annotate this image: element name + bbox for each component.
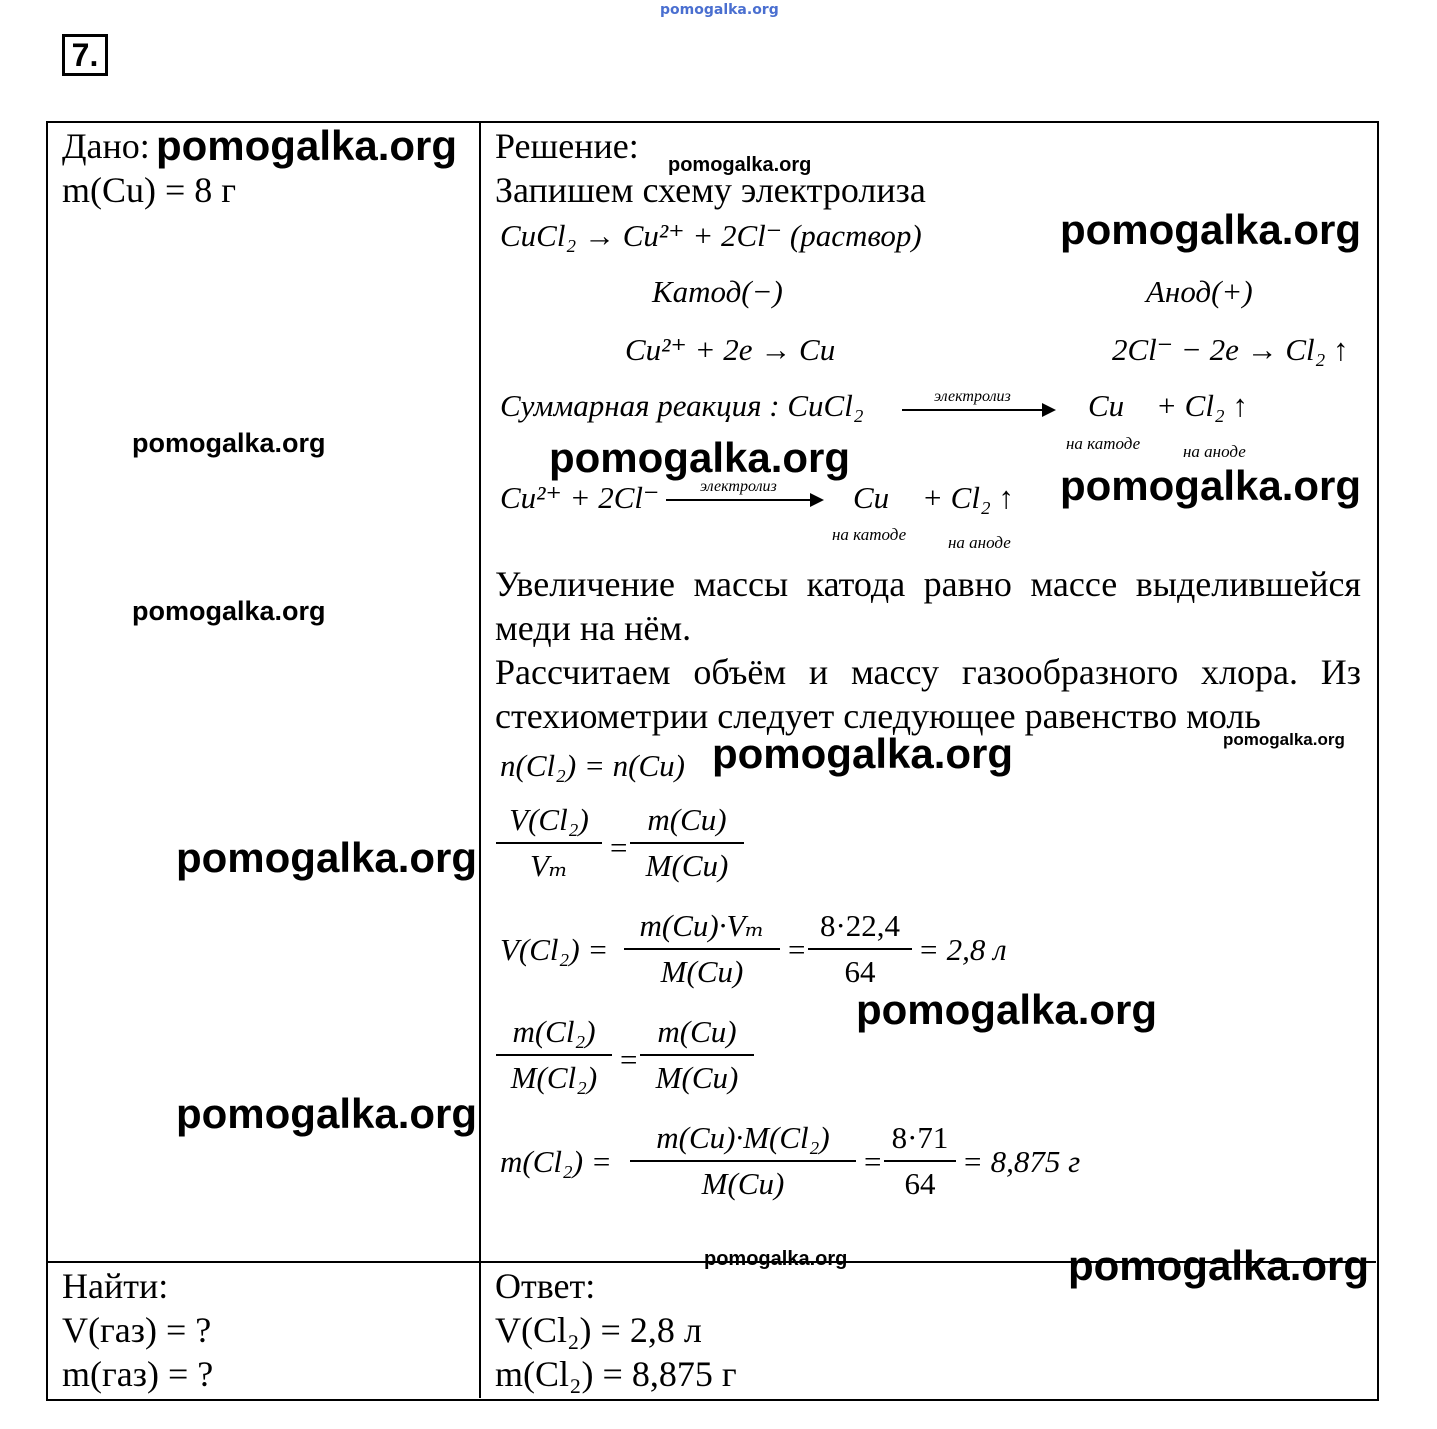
watermark: pomogalka.org — [1068, 1242, 1370, 1289]
formula2-numeric-den: 64 — [844, 954, 876, 989]
watermark: pomogalka.org — [1060, 206, 1362, 253]
watermark: pomogalka.org — [1060, 462, 1362, 509]
watermark: pomogalka.org — [668, 154, 812, 176]
formula4-lhs: m(Cl₂) = — [500, 1144, 612, 1179]
formula3-equals: = — [618, 1042, 639, 1077]
watermark: pomogalka.org — [132, 596, 326, 626]
formula2-result: = 2,8 л — [918, 932, 1007, 967]
find-label: Найти: — [62, 1266, 169, 1306]
formula4-fraction — [630, 1120, 856, 1202]
answer-volume: V(Cl₂) = 2,8 л — [495, 1310, 702, 1350]
solution-intro: Запишем схему электролиза — [495, 170, 926, 210]
formula1-left-fraction — [496, 802, 602, 884]
formula2-num: m(Cu)·Vₘ — [624, 908, 780, 950]
site-header[interactable]: pomogalka.org — [660, 2, 779, 18]
find-volume: V(газ) = ? — [62, 1310, 212, 1350]
watermark: pomogalka.org — [712, 730, 1014, 777]
watermark: pomogalka.org — [176, 834, 478, 881]
answer-label: Ответ: — [495, 1266, 596, 1306]
mole-equality: n(Cl₂) = n(Cu) — [500, 748, 685, 783]
formula4-equals: = — [862, 1144, 883, 1179]
formula2-numeric-num: 8·22,4 — [808, 908, 912, 950]
cathode-label: Катод(−) — [652, 274, 783, 309]
formula4-result: = 8,875 г — [962, 1144, 1081, 1179]
paragraph-cathode-mass: Увеличение массы катода равно массе выделившейся меди на нём. — [495, 564, 1361, 648]
formula3-right-fraction — [640, 1014, 754, 1096]
formula4-numeric-den: 64 — [904, 1166, 936, 1201]
watermark: pomogalka.org — [1223, 730, 1345, 749]
formula3-left-fraction — [496, 1014, 612, 1096]
task-number: 7. — [62, 34, 108, 76]
formula2-equals: = — [786, 932, 807, 967]
watermark: pomogalka.org — [704, 1248, 848, 1270]
summary-reaction-prefix: Суммарная реакция : CuCl₂ — [500, 388, 864, 423]
summary-arrow — [902, 409, 1054, 411]
formula1-right-fraction — [630, 802, 744, 884]
formula2-numeric-fraction — [808, 908, 912, 990]
formula2-fraction — [624, 908, 780, 990]
summary-at-cathode: на катоде — [1066, 434, 1141, 453]
formula4-num: m(Cu)·M(Cl₂) — [630, 1120, 856, 1162]
ionic-reaction-prefix: Cu²⁺ + 2Cl⁻ — [500, 480, 660, 515]
find-mass: m(газ) = ? — [62, 1354, 214, 1394]
watermark: pomogalka.org — [856, 986, 1158, 1033]
formula1-left-den: Vₘ — [530, 848, 568, 883]
formula4-den: M(Cu) — [701, 1166, 785, 1201]
ionic-product-cl: + Cl₂ ↑ — [922, 480, 1014, 515]
watermark: pomogalka.org — [132, 428, 326, 458]
given-mass-cu: m(Cu) = 8 г — [62, 170, 237, 210]
ionic-at-anode: на аноде — [948, 533, 1011, 552]
formula3-left-den: M(Cl₂) — [510, 1060, 598, 1095]
formula1-right-den: M(Cu) — [645, 848, 729, 883]
cathode-equation: Cu²⁺ + 2e → Cu — [625, 332, 836, 367]
formula3-right-num: m(Cu) — [640, 1014, 754, 1056]
dissociation-equation: CuCl₂ → Cu²⁺ + 2Cl⁻ (раствор) — [500, 218, 922, 253]
formula4-numeric-num: 8·71 — [884, 1120, 956, 1162]
watermark: pomogalka.org — [156, 122, 458, 169]
formula1-right-num: m(Cu) — [630, 802, 744, 844]
watermark: pomogalka.org — [176, 1090, 478, 1137]
solution-label: Решение: — [495, 126, 639, 166]
formula1-equals: = — [608, 830, 629, 865]
formula2-lhs: V(Cl₂) = — [500, 932, 609, 967]
ionic-product-cu: Cu — [853, 480, 890, 515]
answer-mass: m(Cl₂) = 8,875 г — [495, 1354, 737, 1394]
formula3-left-num: m(Cl₂) — [496, 1014, 612, 1056]
formula1-left-num: V(Cl₂) — [496, 802, 602, 844]
summary-product-cl: + Cl₂ ↑ — [1156, 388, 1248, 423]
watermark: pomogalka.org — [549, 434, 851, 481]
given-label: Дано: — [62, 126, 150, 166]
formula4-numeric-fraction — [884, 1120, 956, 1202]
paragraph-calculation: Рассчитаем объём и массу газообразного хлора. Из стехиометрии следует следующее равенство моль — [495, 652, 1361, 736]
summary-arrow-label: электролиз — [934, 388, 1011, 405]
summary-product-cu: Cu — [1088, 388, 1125, 423]
ionic-at-cathode: на катоде — [832, 525, 907, 544]
summary-at-anode: на аноде — [1183, 442, 1246, 461]
formula3-right-den: M(Cu) — [655, 1060, 739, 1095]
table-column-divider — [479, 122, 481, 1398]
formula2-den: M(Cu) — [660, 954, 744, 989]
anode-label: Анод(+) — [1146, 274, 1253, 309]
anode-equation: 2Cl⁻ − 2e → Cl₂ ↑ — [1112, 332, 1349, 367]
ionic-arrow-label: электролиз — [700, 478, 777, 495]
ionic-arrow — [666, 499, 822, 501]
